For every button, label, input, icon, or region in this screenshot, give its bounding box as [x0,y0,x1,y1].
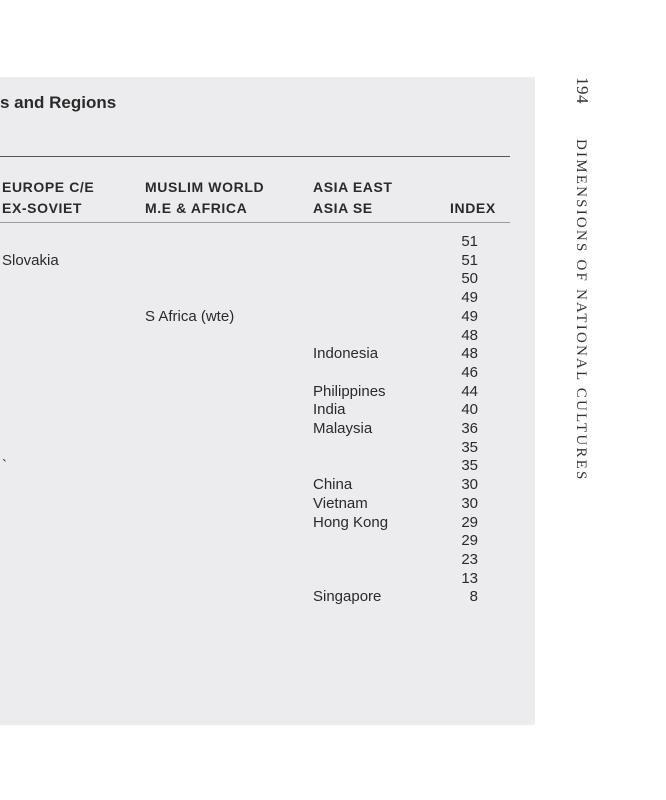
cell-index: 51 [461,251,478,269]
cell-europe: ` [2,457,7,475]
cell-index: 49 [461,289,478,307]
cell-asia: Singapore [313,588,382,606]
cell-index: 8 [469,588,478,606]
cell-index: 29 [461,532,478,550]
header-rule [0,222,510,223]
cell-muslim: S Africa (wte) [145,307,235,325]
cell-asia: China [313,476,353,494]
cell-index: 29 [461,513,478,531]
cell-index: 35 [461,457,478,475]
header-asia [313,177,393,219]
cell-index: 30 [461,476,478,494]
cell-europe: Slovakia [2,251,59,269]
table-panel [0,77,535,725]
cell-index: 44 [461,382,478,400]
cell-asia: Malaysia [313,420,373,437]
cell-index: 48 [461,345,478,363]
header-muslim [145,177,264,219]
cell-index: 48 [461,326,478,344]
cell-index: 35 [461,438,478,456]
cell-index: 40 [461,401,478,419]
running-header [572,77,592,482]
page-number: 194 [573,77,592,104]
cell-asia: Vietnam [313,494,368,512]
header-asia-line2: ASIA SE [313,200,373,216]
header-europe [2,177,94,219]
cell-asia: Philippines [313,382,386,400]
header-muslim-line2: M.E & AFRICA [145,200,248,216]
cell-index: 50 [461,270,478,288]
cell-asia: Indonesia [313,345,379,363]
cell-index: 23 [461,550,478,568]
title-rule [0,156,510,157]
header-europe-line1: EUROPE C/E [2,179,95,195]
cell-asia: Hong Kong [313,513,389,531]
cell-index: 30 [461,494,478,512]
cell-index: 46 [461,363,478,381]
cell-index: 51 [461,233,478,250]
cell-index: 36 [461,420,478,437]
header-asia-line1: ASIA EAST [313,179,393,195]
cell-index: 13 [461,569,478,587]
header-europe-line2: EX-SOVIET [2,200,83,216]
header-muslim-line1: MUSLIM WORLD [145,179,265,195]
cell-asia: India [313,401,346,419]
cell-index: 49 [461,307,478,325]
header-index: INDEX [450,200,496,216]
running-head: DIMENSIONS OF NATIONAL CULTURES [573,139,589,482]
table-title: s and Regions [0,93,117,112]
